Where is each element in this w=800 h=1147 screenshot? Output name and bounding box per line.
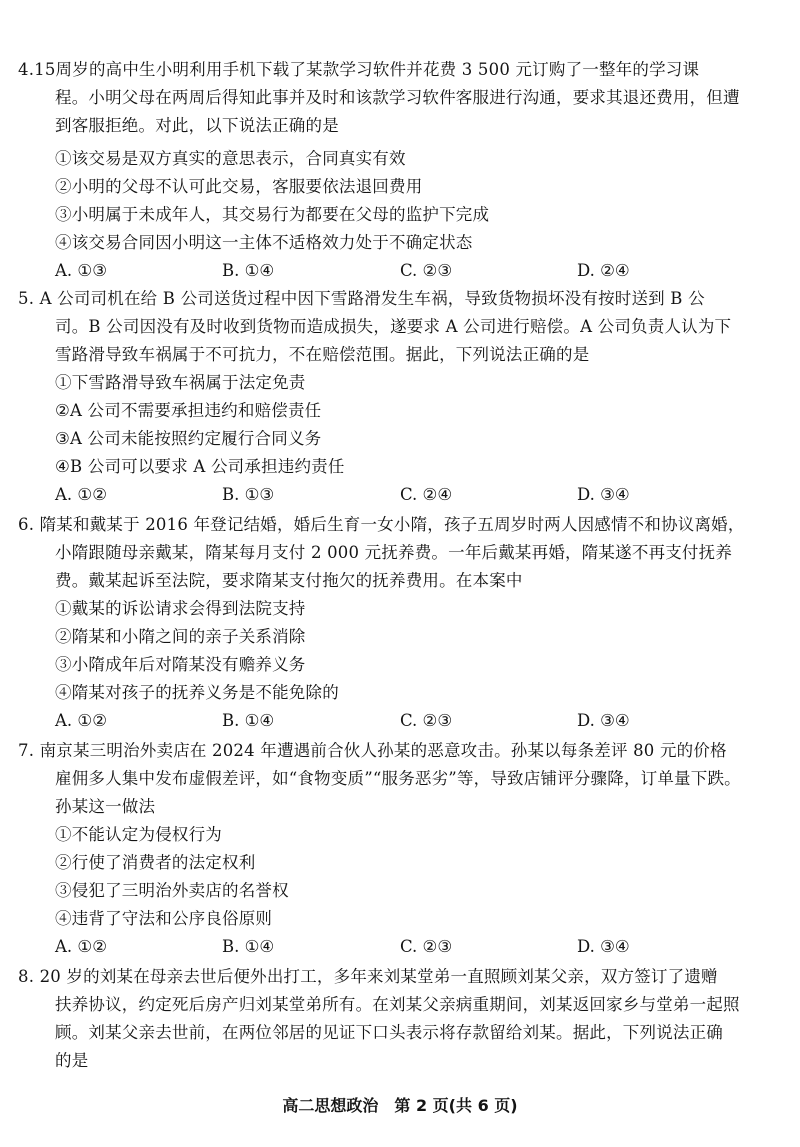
question-6-choice-d: D. ③④: [577, 711, 630, 730]
question-6-stem-line-3: 费。戴某起诉至法院，要求隋某支付拖欠的抚养费用。在本案中: [55, 571, 523, 590]
question-5-choice-d: D. ③④: [577, 485, 630, 504]
page-footer: 高二思想政治 第 2 页(共 6 页): [282, 1096, 518, 1115]
question-7-option-4: ④违背了守法和公序良俗原则: [55, 909, 273, 928]
question-6-option-3: ③小隋成年后对隋某没有赡养义务: [55, 655, 306, 674]
question-5-option-1: ①下雪路滑导致车祸属于法定免责: [55, 373, 306, 392]
question-7-stem-line-3: 孙某这一做法: [55, 797, 156, 816]
question-6-option-4: ④隋某对孩子的抚养义务是不能免除的: [55, 683, 339, 702]
question-7-option-2: ②行使了消费者的法定权利: [55, 853, 256, 872]
question-4-option-4: ④该交易合同因小明这一主体不适格效力处于不确定状态: [55, 233, 473, 252]
question-7-choice-c: C. ②③: [400, 937, 453, 956]
question-8-stem-line-1: 8. 20 岁的刘某在母亲去世后便外出打工，多年来刘某堂弟一直照顾刘某父亲，双方签订了遗赠: [18, 967, 718, 986]
question-5-option-4: ④B 公司可以要求 A 公司承担违约责任: [55, 457, 345, 476]
question-4-stem-line-1: 4.15周岁的高中生小明利用手机下载了某款学习软件并花费 3 500 元订购了一整年的学习课: [18, 60, 700, 79]
question-5-stem-line-2: 司。B 公司因没有及时收到货物而造成损失，遂要求 A 公司进行赔偿。A 公司负责人认为下: [55, 317, 732, 336]
question-6-choice-b: B. ①④: [222, 711, 275, 730]
question-4-stem-line-2: 程。小明父母在两周后得知此事并及时和该款学习软件客服进行沟通，要求其退还费用，但遭: [55, 88, 740, 107]
question-7-stem-line-1: 7. 南京某三明治外卖店在 2024 年遭遇前合伙人孙某的恶意攻击。孙某以每条差评 80 元的价格: [18, 741, 727, 760]
question-5-option-3: ③A 公司未能按照约定履行合同义务: [55, 429, 322, 448]
question-7-option-3: ③侵犯了三明治外卖店的名誉权: [55, 881, 289, 900]
question-6-choice-a: A. ①②: [55, 711, 107, 730]
question-4-choice-b: B. ①④: [222, 261, 275, 280]
question-8-stem-line-3: 顾。刘某父亲去世前，在两位邻居的见证下口头表示将存款留给刘某。据此，下列说法正确: [55, 1023, 723, 1042]
question-5-option-2: ②A 公司不需要承担违约和赔偿责任: [55, 401, 322, 420]
question-5-choice-c: C. ②④: [400, 485, 453, 504]
question-6-choices: [55, 710, 655, 732]
question-4-option-1: ①该交易是双方真实的意思表示，合同真实有效: [55, 149, 406, 168]
question-5-stem-line-1: 5. A 公司司机在给 B 公司送货过程中因下雪路滑发生车祸，导致货物损坏没有按时送到 B 公: [18, 289, 705, 308]
question-4-option-2: ②小明的父母不认可此交易，客服要依法退回费用: [55, 177, 423, 196]
question-8-stem-line-2: 扶养协议，约定死后房产归刘某堂弟所有。在刘某父亲病重期间，刘某返回家乡与堂弟一起照: [55, 995, 740, 1014]
question-6-stem-line-1: 6. 隋某和戴某于 2016 年登记结婚，婚后生育一女小隋，孩子五周岁时两人因感情不和协议离婚，: [18, 515, 745, 534]
question-7-stem-line-2: 雇佣多人集中发布虚假差评，如“食物变质”“服务恶劣”等，导致店铺评分骤降，订单量下跌。: [55, 769, 741, 788]
question-4-choice-c: C. ②③: [400, 261, 453, 280]
question-7-choices: [55, 936, 655, 958]
question-5-choice-b: B. ①③: [222, 485, 275, 504]
question-5-stem-line-3: 雪路滑导致车祸属于不可抗力，不在赔偿范围。据此，下列说法正确的是: [55, 345, 590, 364]
question-4-choice-d: D. ②④: [577, 261, 630, 280]
question-5-choice-a: A. ①②: [55, 485, 107, 504]
question-7-choice-a: A. ①②: [55, 937, 107, 956]
question-7-choice-b: B. ①④: [222, 937, 275, 956]
question-6-option-2: ②隋某和小隋之间的亲子关系消除: [55, 627, 306, 646]
question-7-choice-d: D. ③④: [577, 937, 630, 956]
question-4-choice-a: A. ①③: [55, 261, 107, 280]
question-7-option-1: ①不能认定为侵权行为: [55, 825, 222, 844]
question-4-choices: [55, 260, 655, 282]
question-4-option-3: ③小明属于未成年人，其交易行为都要在父母的监护下完成: [55, 205, 490, 224]
question-6-choice-c: C. ②③: [400, 711, 453, 730]
question-6-option-1: ①戴某的诉讼请求会得到法院支持: [55, 599, 306, 618]
question-5-choices: [55, 484, 655, 506]
question-8-stem-line-4: 的是: [55, 1051, 89, 1070]
question-4-stem-line-3: 到客服拒绝。对此，以下说法正确的是: [55, 116, 339, 135]
question-6-stem-line-2: 小隋跟随母亲戴某，隋某每月支付 2 000 元抚养费。一年后戴某再婚，隋某遂不再支付抚养: [55, 543, 733, 562]
